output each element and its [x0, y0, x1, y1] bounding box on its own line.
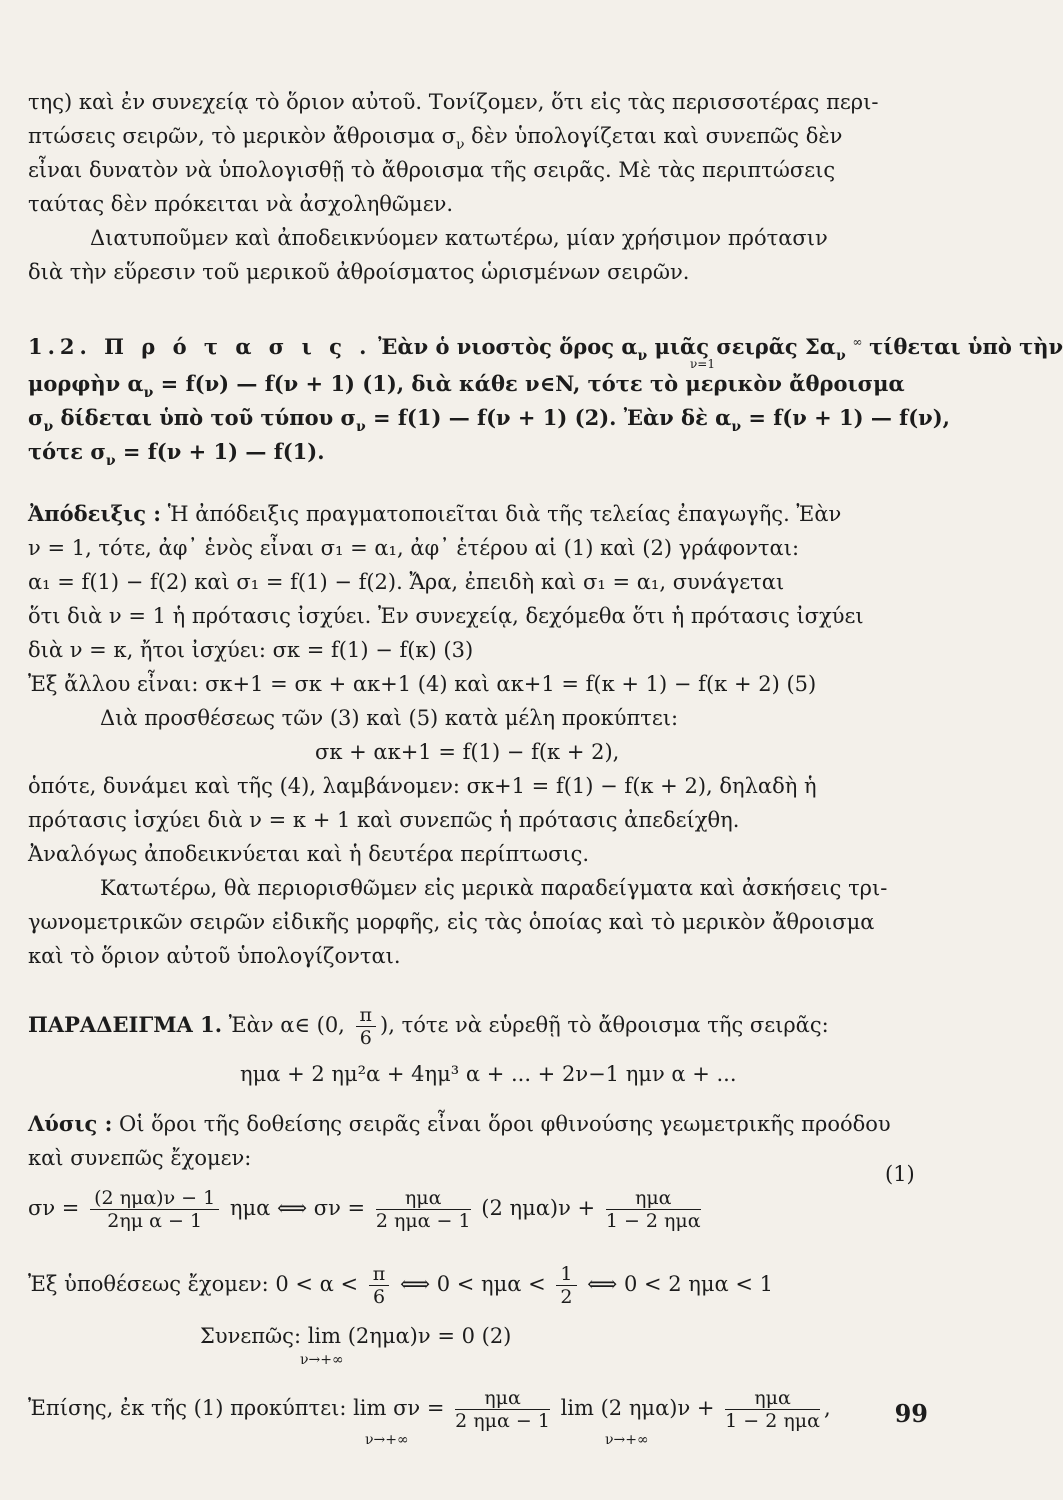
proof-line: α₁ = f(1) − f(2) καὶ σ₁ = f(1) − f(2). Ἄρα, ἐπειδὴ καὶ σ₁ = α₁, συνάγεται — [28, 570, 785, 594]
text-line: εἶναι δυνατὸν νὰ ὑπολογισθῇ τὸ ἄθροισμα τῆς σειρᾶς. Μὲ τὰς περιπτώσεις — [28, 158, 836, 182]
proof-line: Ἐξ ἄλλου εἶναι: σκ+1 = σκ + ακ+1 (4) καὶ ακ+1 = f(κ + 1) − f(κ + 2) (5) — [28, 672, 817, 696]
text-line: διὰ τὴν εὕρεσιν τοῦ μερικοῦ ἀθροίσματος ὡρισμένων σειρῶν. — [28, 260, 690, 284]
proof-line: πρότασις ἰσχύει διὰ ν = κ + 1 καὶ συνεπῶς ἡ πρότασις ἀπεδείχθη. — [28, 808, 740, 832]
equation-1: σν = $\frac{\text{(2 ημα)ν − 1}}{\text{2ημ α − 1}}$ ημα ⟺ σν = $\frac{\text{ημα}}{\text{2 ημα − 1}}$ (2 ημα)ν + $\frac{\text{ημα}}{\text{1 − 2 ημα}}$ — [28, 1187, 701, 1232]
proposition-line: τότε $\sigma_\nu = f(\nu + 1)$ — f(1). — [28, 439, 325, 469]
proposition-line: $\sigma_\nu$ δίδεται ὑπὸ τοῦ τύπου $\sigma_\nu = f(1)$ — f(ν + 1) (2). Ἐὰν δὲ $\alpha_\nu = f(\nu + 1)$ — f(ν), — [28, 405, 950, 435]
solution-line: Λύσις : Οἱ ὅροι τῆς δοθείσης σειρᾶς εἶναι ὅροι φθινούσης γεωμετρικῆς προόδου — [28, 1111, 891, 1136]
proof-line: ὁπότε, δυνάμει καὶ τῆς (4), λαμβάνομεν: σκ+1 = f(1) − f(κ + 2), δηλαδὴ ἡ — [28, 774, 817, 798]
text-line: ταύτας δὲν πρόκειται νὰ ἀσχοληθῶμεν. — [28, 192, 454, 216]
text-line: Κατωτέρω, θὰ περιορισθῶμεν εἰς μερικὰ παραδείγματα καὶ ἀσκήσεις τρι- — [100, 876, 888, 900]
proposition-label: 1.2. Π ρ ό τ α σ ι ς . — [28, 334, 372, 359]
proof-line: διὰ ν = κ, ἤτοι ἰσχύει: σκ = f(1) − f(κ) (3) — [28, 638, 474, 662]
text-line: πτώσεις σειρῶν, τὸ μερικὸν ἄθροισμα $\sigma_\nu$ δὲν ὑπολογίζεται καὶ συνεπῶς δὲν — [28, 124, 843, 153]
text-line: Διατυποῦμεν καὶ ἀποδεικνύομεν κατωτέρω, μίαν χρήσιμον πρότασιν — [90, 226, 828, 250]
solution-label: Λύσις : — [28, 1111, 113, 1136]
proof-equation: σκ + ακ+1 = f(1) − f(κ + 2), — [315, 740, 620, 764]
limit-subscript: ν→+∞ — [365, 1432, 409, 1448]
page-number: 99 — [894, 1399, 928, 1428]
proof-line: ὅτι διὰ ν = 1 ἡ πρότασις ἰσχύει. Ἐν συνεχείᾳ, δεχόμεθα ὅτι ἡ πρότασις ἰσχύει — [28, 604, 864, 628]
example-label: ΠΑΡΑΔΕΙΓΜΑ 1. — [28, 1012, 223, 1037]
proof-line: ν = 1, τότε, ἀφ᾽ ἑνὸς εἶναι σ₁ = α₁, ἀφ᾽ ἑτέρου αἱ (1) καὶ (2) γράφονται: — [28, 536, 800, 560]
proof-label: Ἀπόδειξις : — [28, 501, 162, 526]
text-line: γωνομετρικῶν σειρῶν εἰδικῆς μορφῆς, εἰς τὰς ὁποίας καὶ τὸ μερικὸν ἄθροισμα — [28, 910, 875, 934]
proof-line: Ἀναλόγως ἀποδεικνύεται καὶ ἡ δευτέρα περίπτωσις. — [28, 842, 590, 866]
text-line: καὶ τὸ ὅριον αὐτοῦ ὑπολογίζονται. — [28, 944, 401, 968]
proposition-line: μορφὴν $\alpha_\nu = f(\nu)$ — f(ν + 1) (1), διὰ κάθε ν∈N, τότε τὸ μερικὸν ἄθροισμα — [28, 371, 905, 401]
example-heading: ΠΑΡΑΔΕΙΓΜΑ 1. Ἐὰν α∈ (0, $\frac{\pi}{6}$ ), τότε νὰ εὑρεθῇ τὸ ἄθροισμα τῆς σειρᾶς: — [28, 1004, 829, 1049]
proof-line: Διὰ προσθέσεως τῶν (3) καὶ (5) κατὰ μέλη προκύπτει: — [100, 706, 679, 730]
limit-subscript: ν→+∞ — [300, 1352, 344, 1368]
equation-3: Συνεπῶς: lim (2ημα)ν = 0 (2) — [200, 1324, 512, 1348]
equation-2: Ἐξ ὑποθέσεως ἔχομεν: 0 < α < $\frac{\pi}{6}$ ⟺ 0 < ημα < $\frac{1}{2}$ ⟺ 0 < 2 ημα < 1 — [28, 1263, 774, 1308]
proof-line: Ἀπόδειξις : Ἡ ἀπόδειξις πραγματοποιεῖται διὰ τῆς τελείας ἐπαγωγῆς. Ἐὰν — [28, 501, 842, 526]
equation-tag: (1) — [885, 1162, 915, 1186]
sum-bound: ν=1 — [690, 357, 715, 371]
series-formula: ημα + 2 ημ²α + 4ημ³ α + ... + 2ν−1 ημν α + ... — [240, 1062, 737, 1086]
limit-subscript: ν→+∞ — [605, 1432, 649, 1448]
text-line: της) καὶ ἐν συνεχείᾳ τὸ ὅριον αὐτοῦ. Τονίζομεν, ὅτι εἰς τὰς περισσοτέρας περι- — [28, 90, 879, 114]
equation-4: Ἐπίσης, ἐκ τῆς (1) προκύπτει: lim σν = $\frac{\text{ημα}}{\text{2 ημα − 1}}$ lim (2 ημα)ν + $\frac{\text{ημα}}{\text{1 − 2 ημα}}$ , — [28, 1387, 831, 1432]
proposition-line: 1.2. Π ρ ό τ α σ ι ς . Ἐὰν ὁ νιοστὸς ὅρος $\alpha_\nu$ μιᾶς σειρᾶς $\Sigma\alpha_\nu$ ∞ τίθεται ὑπὸ τὴν — [28, 334, 1063, 364]
solution-line: καὶ συνεπῶς ἔχομεν: — [28, 1146, 252, 1170]
